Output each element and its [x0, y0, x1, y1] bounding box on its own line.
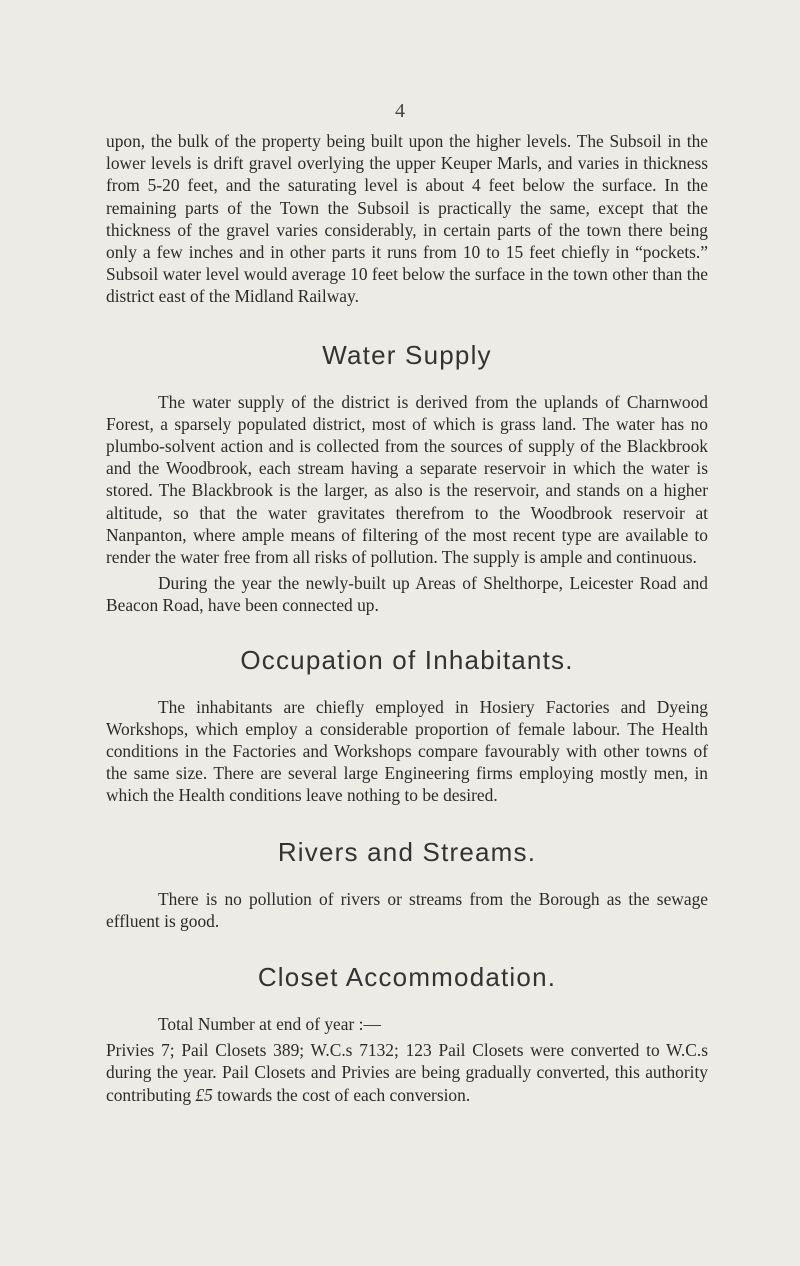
water-supply-paragraph: The water supply of the district is derived from the uplands of Charnwood Forest, a sparsely populated district, most of which is grass land. The water has no plumbo-solvent action and is collected from the sources of supply of the Blackbrook and the Woodbrook, each stream having a separate reservoir in which the water is stored. The Blackbrook is the larger, as also is the reservoir, and stands on a higher altitude, so that the water gravitates therefrom to the Woodbrook reservoir at Nanpanton, where ample means of filtering of the most recent type are available to render the water free from all risks of pollution. The supply is ample and continuous.	[106, 391, 708, 568]
occupation-heading: Occupation of Inhabitants.	[240, 644, 574, 675]
closet-paragraph	[106, 1039, 708, 1106]
closet-total-line: Total Number at end of year :—	[158, 1014, 381, 1035]
pound-amount: £5	[195, 1084, 213, 1105]
occupation-paragraph: The inhabitants are chiefly employed in Hosiery Factories and Dyeing Workshops, which employ a considerable proportion of female labour. The Health conditions in the Factories and Workshops compare favourably with other towns of the same size. There are several large Engineering firms employing mostly men, in which the Health conditions leave nothing to be desired.	[106, 696, 708, 806]
rivers-paragraph: There is no pollution of rivers or streams from the Borough as the sewage effluent is good.	[106, 888, 708, 931]
water-supply-heading: Water Supply	[322, 339, 492, 370]
closet-text-before-amount: Privies 7; Pail Closets 389; W.C.s 7132; 123 Pail Closets were converted to W.C.s during the year. Pail Closets and Privies are being gradually converted, this authority contributing	[106, 1040, 708, 1105]
intro-paragraph: upon, the bulk of the property being built upon the higher levels. The Subsoil in the lower levels is drift gravel overlying the upper Keuper Marls, and varies in thickness from 5-20 feet, and the saturating level is about 4 feet below the surface. In the remaining parts of the Town the Subsoil is practically the same, except that the thickness of the gravel varies considerably, in certain parts of the town there being only a few inches and in other parts it runs from 10 to 15 feet chiefly in “pockets.” Subsoil water level would average 10 feet below the surface in the town other than the district east of the Midland Railway.	[106, 131, 708, 307]
rivers-heading: Rivers and Streams.	[277, 836, 537, 867]
closet-text-after-amount: towards the cost of each conversion.	[217, 1084, 471, 1105]
page-content	[106, 130, 708, 1106]
page-number: 4	[395, 100, 405, 122]
water-supply-connections-paragraph: During the year the newly-built up Areas of Shelthorpe, Leicester Road and Beacon Road, have been connected up.	[106, 573, 708, 616]
closet-heading: Closet Accommodation.	[257, 962, 557, 993]
